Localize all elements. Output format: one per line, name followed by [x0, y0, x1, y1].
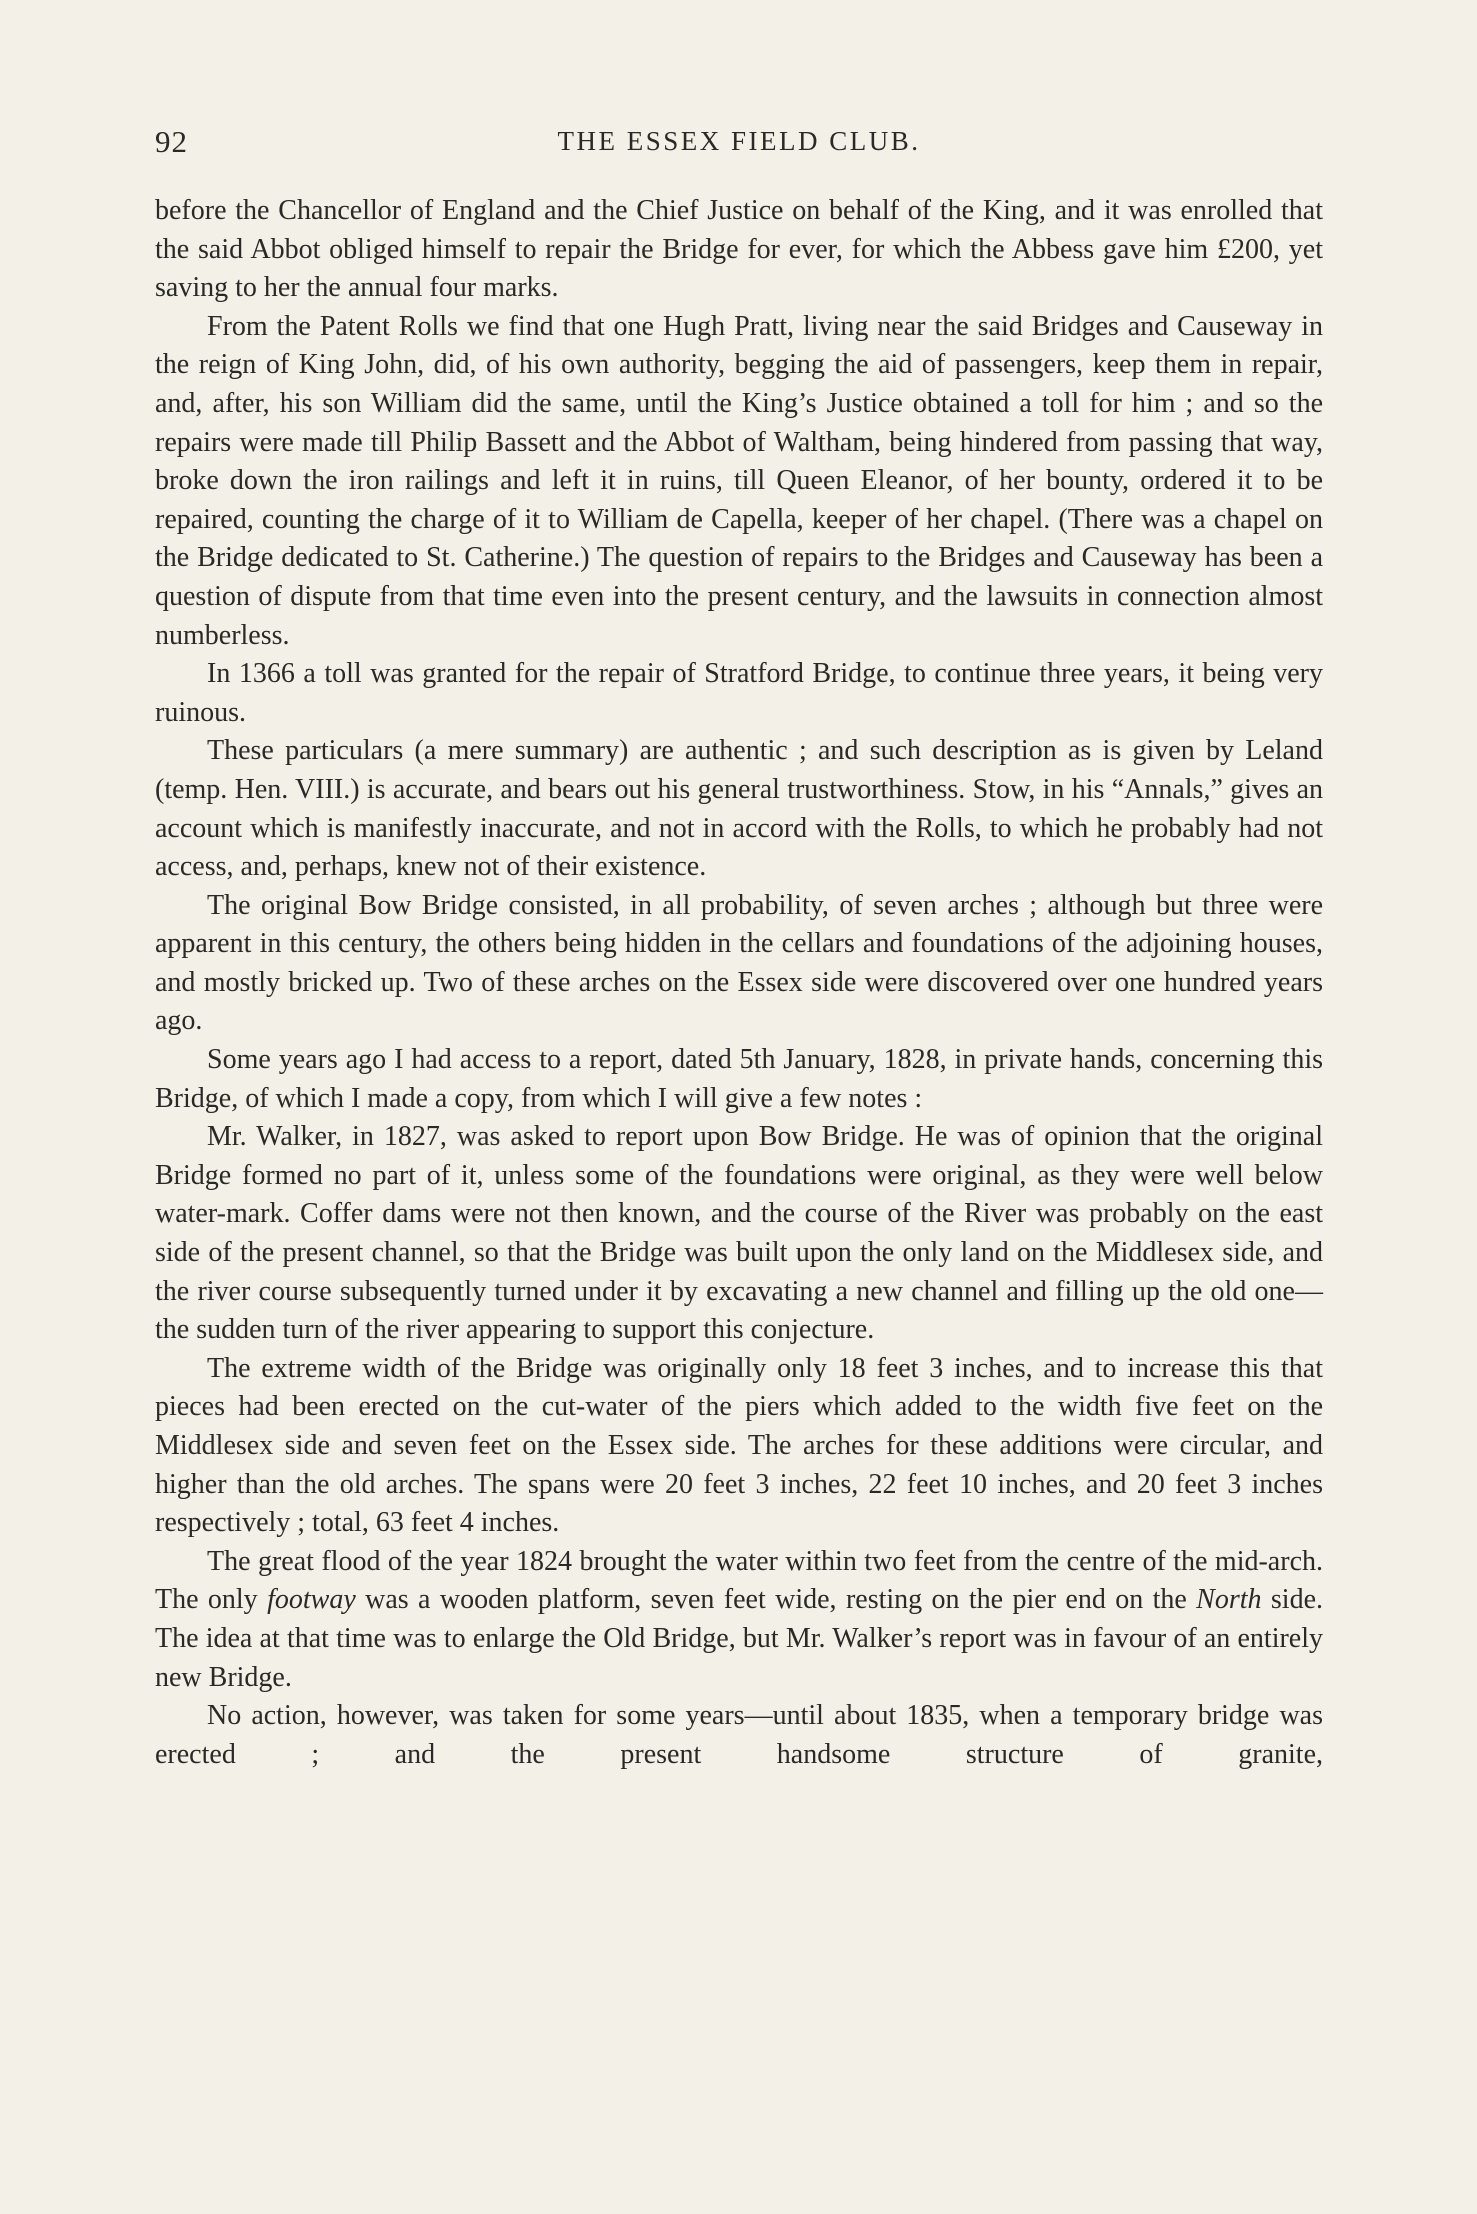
page	[155, 120, 1323, 2160]
page-number: 92	[155, 124, 188, 159]
paragraph-text: was a wooden platform, seven feet wide, resting on the pier end on the	[355, 1584, 1197, 1616]
paragraph	[155, 1350, 1323, 1543]
italic-text: footway	[267, 1584, 356, 1616]
paragraph	[155, 192, 1323, 308]
paragraph-text: No action, however, was taken for some years—until about 1835, when a temporary bridge was erected ; and the present handsome structure of granite,	[155, 1700, 1323, 1770]
paragraph-text: From the Patent Rolls we find that one Hugh Pratt, living near the said Bridges and Causeway in the reign of King John, did, of his own authority, begging the aid of passengers, keep them in repair, and, after, his son William did the same, until the King’s Justice obtained a toll for him ; and so the repairs were made till Philip Bassett and the Abbot of Waltham, being hindered from passing that way, broke down the iron railings and left it in ruins, till Queen Eleanor, of her bounty, ordered it to be repaired, counting the charge of it to William de Capella, keeper of her chapel. (There was a chapel on the Bridge dedicated to St. Catherine.) The question of repairs to the Bridges and Causeway has been a question of dispute from that time even into the present century, and the lawsuits in connection almost numberless.	[155, 310, 1323, 651]
paragraph-text: These particulars (a mere summary) are authentic ; and such description as is given by Leland (temp. Hen. VIII.) is accurate, and bears out his general trustworthiness. Stow, in his “Annals,” gives an account which is manifestly inaccurate, and not in accord with the Rolls, to which he probably had not access, and, perhaps, knew not of their existence.	[155, 735, 1323, 883]
paragraph	[155, 308, 1323, 655]
paragraph-text: side. The idea at that time was to enlarge the Old Bridge, but Mr. Walker’s report was in favour of an entirely new Bridge.	[155, 1584, 1323, 1693]
paragraph	[155, 1041, 1323, 1118]
paragraph-text: Mr. Walker, in 1827, was asked to report upon Bow Bridge. He was of opinion that the original Bridge formed no part of it, unless some of the foundations were original, as they were well below water-mark. Coffer dams were not then known, and the course of the River was probably on the east side of the present channel, so that the Bridge was built upon the only land on the Middlesex side, and the river course subsequently turned under it by excavating a new channel and filling up the old one—the sudden turn of the river appearing to support this conjecture.	[155, 1121, 1323, 1346]
paragraph	[155, 732, 1323, 886]
running-head	[155, 120, 1323, 168]
paragraph	[155, 655, 1323, 732]
paragraph-text: The extreme width of the Bridge was originally only 18 feet 3 inches, and to increase this that pieces had been erected on the cut-water of the piers which added to the width five feet on the Middlesex side and seven feet on the Essex side. The arches for these additions were circular, and higher than the old arches. The spans were 20 feet 3 inches, 22 feet 10 inches, and 20 feet 3 inches respectively ; total, 63 feet 4 inches.	[155, 1352, 1323, 1539]
running-title: THE ESSEX FIELD CLUB.	[557, 126, 921, 156]
paragraph	[155, 887, 1323, 1041]
paragraph-text: In 1366 a toll was granted for the repair of Stratford Bridge, to continue three years, it being very ruinous.	[155, 658, 1323, 728]
paragraph-text: The great flood of the year 1824 brought the water within two feet from the centre of the mid-arch. The only	[155, 1545, 1323, 1616]
paragraph	[155, 1697, 1323, 1774]
paragraph	[155, 1118, 1323, 1350]
paragraph-text: before the Chancellor of England and the Chief Justice on behalf of the King, and it was enrolled that the said Abbot obliged himself to repair the Bridge for ever, for which the Abbess gave him £200, yet saving to her the annual four marks.	[155, 195, 1323, 304]
italic-text: North	[1196, 1584, 1262, 1616]
paragraph	[155, 1543, 1323, 1697]
paragraph-text: The original Bow Bridge consisted, in all probability, of seven arches ; although but three were apparent in this century, the others being hidden in the cellars and foundations of the adjoining houses, and mostly bricked up. Two of these arches on the Essex side were discovered over one hundred years ago.	[155, 889, 1323, 1037]
body-text	[155, 192, 1323, 1774]
paragraph-text: Some years ago I had access to a report, dated 5th January, 1828, in private hands, concerning this Bridge, of which I made a copy, from which I will give a few notes :	[155, 1044, 1323, 1114]
